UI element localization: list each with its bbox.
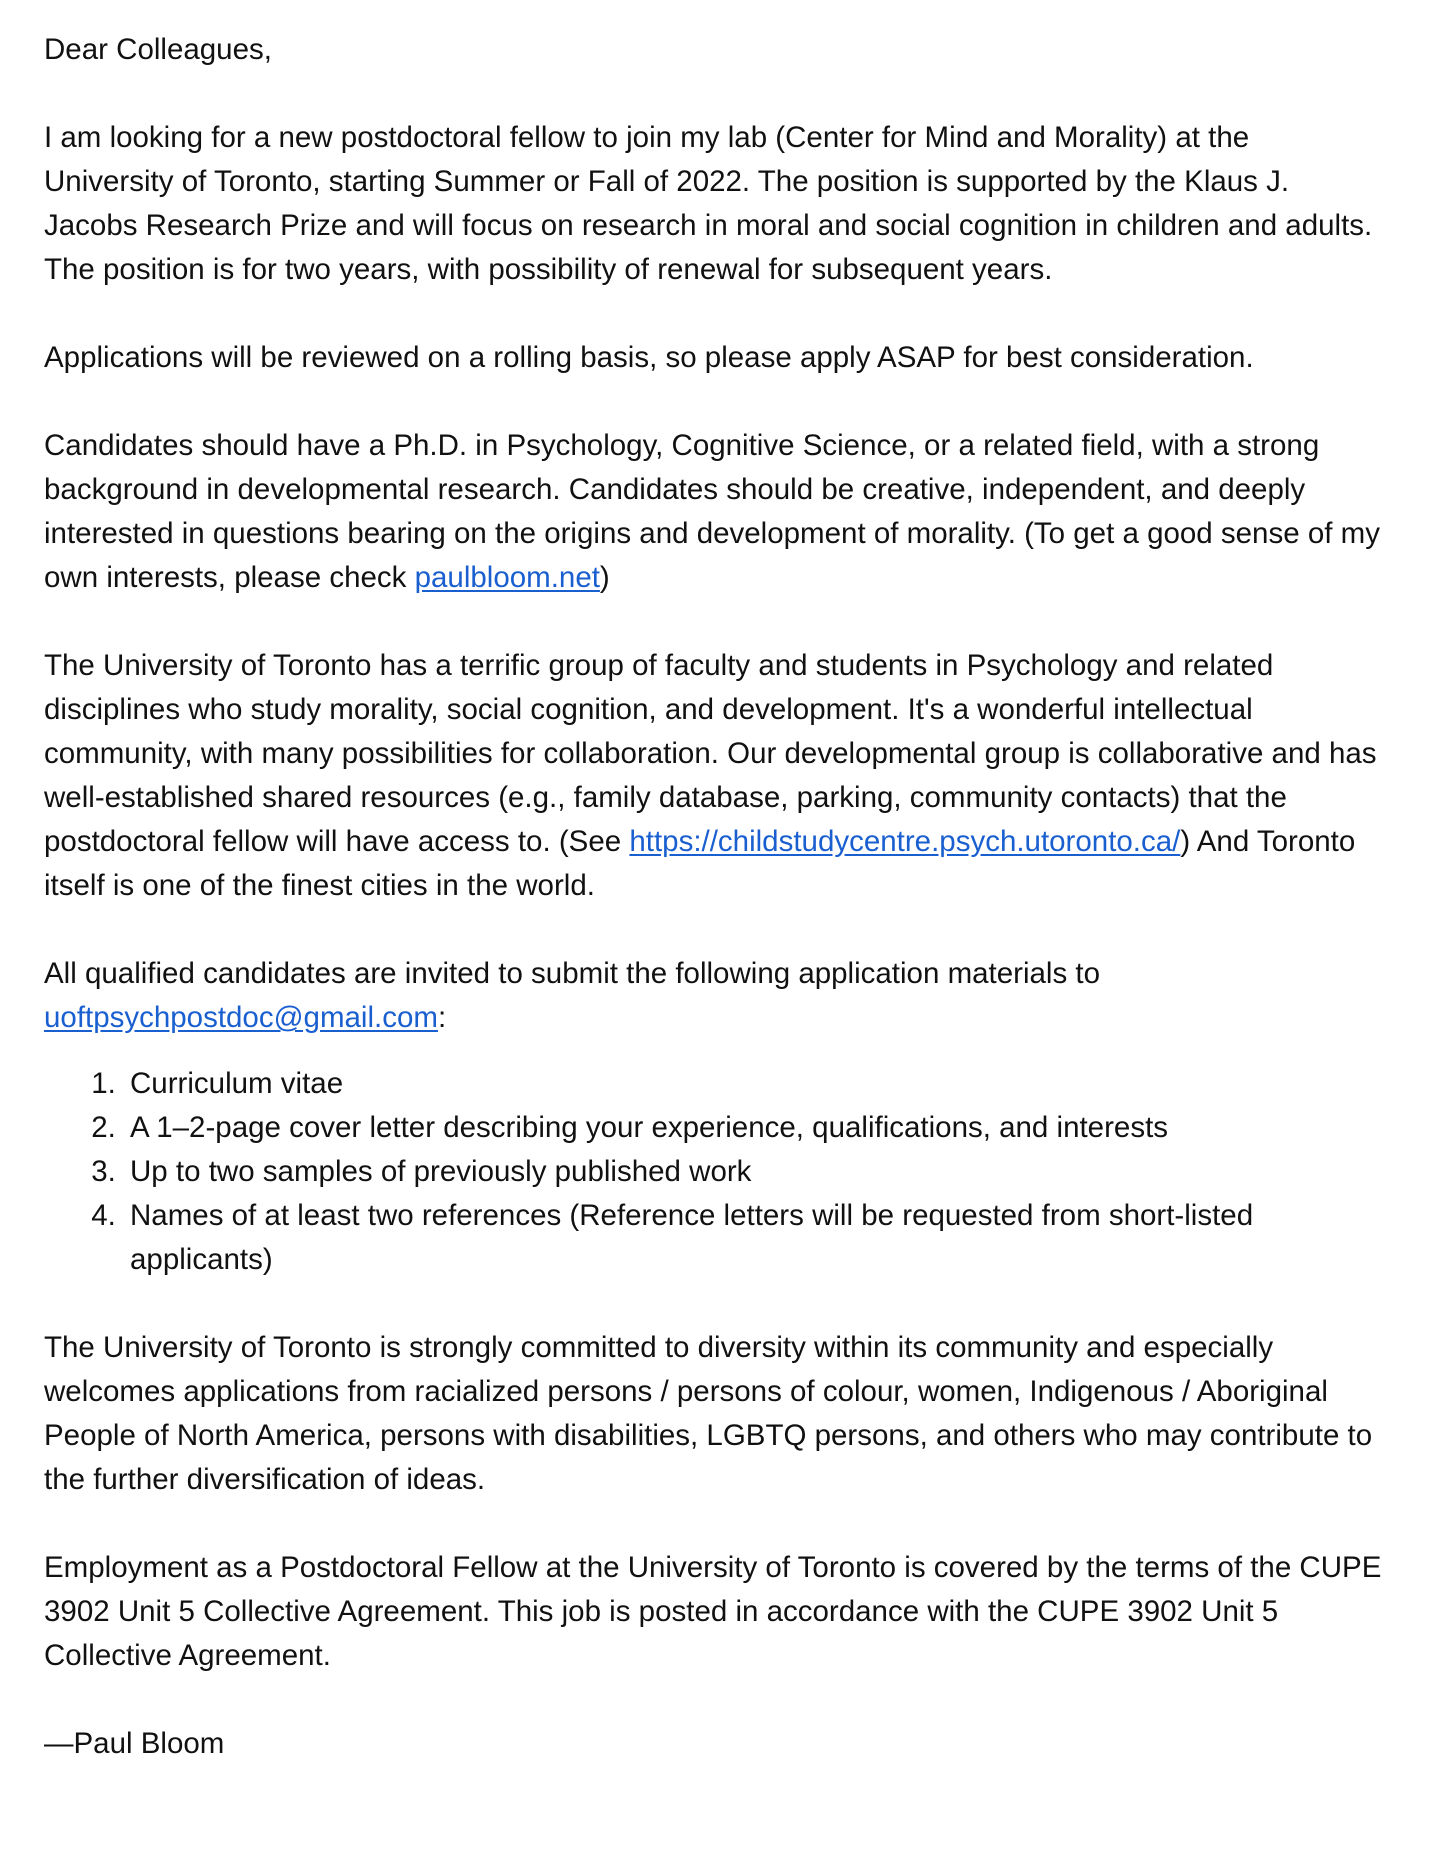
childstudycentre-link[interactable]: https://childstudycentre.psych.utoronto.ca/ <box>629 825 1181 858</box>
application-paragraph <box>44 952 1386 1040</box>
qualifications-after: ) <box>599 561 610 594</box>
intro-paragraph: I am looking for a new postdoctoral fellow to join my lab (Center for Mind and Morality) at the University of Toronto, starting Summer or Fall of 2022. The position is supported by the Klaus J. Jacobs Research Prize and will focus on research in moral and social cognition in children and adults. The position is for two years, with possibility of renewal for subsequent years. <box>44 121 1373 286</box>
university-paragraph <box>44 644 1386 908</box>
rolling-basis-paragraph: Applications will be reviewed on a rolling basis, so please apply ASAP for best consideration. <box>44 341 1254 374</box>
diversity-paragraph: The University of Toronto is strongly committed to diversity within its community and especially welcomes applications from racialized persons / persons of colour, women, Indigenous / Aboriginal People of North America, persons with disabilities, LGBTQ persons, and others who may contribute to the further diversification of ideas. <box>44 1331 1373 1496</box>
materials-list <box>44 1062 1386 1282</box>
greeting: Dear Colleagues, <box>44 33 272 66</box>
list-item: 2. A 1–2-page cover letter describing your experience, qualifications, and interests <box>124 1106 1386 1150</box>
paulbloom-link[interactable]: paulbloom.net <box>414 561 600 594</box>
list-item: 1. Curriculum vitae <box>124 1062 1386 1106</box>
application-text: All qualified candidates are invited to submit the following application materials to <box>44 957 1101 990</box>
employment-paragraph: Employment as a Postdoctoral Fellow at the University of Toronto is covered by the terms of the CUPE 3902 Unit 5 Collective Agreement. This job is posted in accordance with the CUPE 3902 Unit 5 Collective Agreement. <box>44 1551 1382 1672</box>
qualifications-text: Candidates should have a Ph.D. in Psychology, Cognitive Science, or a related field, with a strong background in developmental research. Candidates should be creative, independent, and deeply interested in questions bearing on the origins and development of morality. (To get a good sense of my own interests, please check <box>44 429 1380 594</box>
university-text: The University of Toronto has a terrific group of faculty and students in Psychology and related disciplines who study morality, social cognition, and development. It's a wonderful intellectual community, with many possibilities for collaboration. Our developmental group is collaborative and has well-established shared resources (e.g., family database, parking, community contacts) that the postdoctoral fellow will have access to. (See <box>44 649 1377 858</box>
university-after: ) And Toronto itself is one of the finest cities in the world. <box>44 825 1356 902</box>
email-link[interactable]: uoftpsychpostdoc@gmail.com <box>44 1001 438 1034</box>
qualifications-paragraph <box>44 424 1386 600</box>
list-item: 3. Up to two samples of previously published work <box>124 1150 1386 1194</box>
list-item: 4. Names of at least two references (Reference letters will be requested from short-listed applicants) <box>124 1194 1386 1282</box>
signature: —Paul Bloom <box>44 1727 225 1760</box>
application-after: : <box>437 1001 447 1034</box>
